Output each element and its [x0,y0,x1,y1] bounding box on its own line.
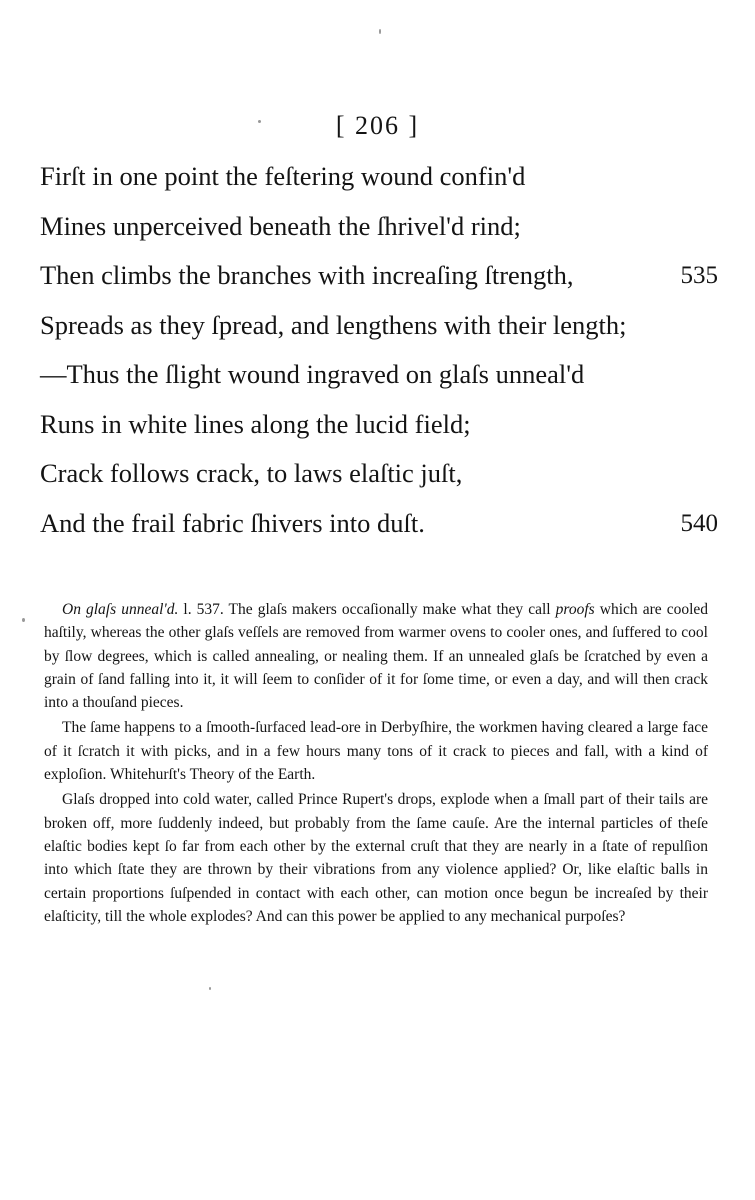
verse-text: Spreads as they ſpread, and lengthens with their length; [40,309,627,340]
footnote-paragraph: Glaſs dropped into cold water, called Prince Rupert's drops, explode when a ſmall part of their tails are broken off, more ſuddenly indeed, but probably from the ſame cauſe. Are the internal particles of theſe elaſtic bodies kept ſo far from each other by the external cruſt that they are nearly in a ſtate of repulſion into which ſtate they are thrown by their vibrations from any violence applied? Or, like elaſtic balls in certain proportions ſuſpended in contact with each other, can motion once begun be increaſed by their elaſticity, till the whole explodes? And can this power be applied to any mechanical purpoſes? [44,791,708,925]
ink-speck [379,29,381,34]
note-text: The glaſs makers occaſionally make what they call [223,601,556,618]
note-text: which are cooled haſtily, whereas the other glaſs veſſels are removed from warmer ovens to cooler ones, and ſuffered to cool by ſlow degrees, which is called annealing, or nealing them. If an unnealed glaſs be ſcratched by even a grain of ſand falling into it, it will ſeem to conſider of it for ſome time, or even a day, and will then crack into a thouſand pieces. [44,601,709,712]
verse-line [40,251,718,301]
line-number: 535 [680,262,718,289]
verse-text: Firſt in one point the feſtering wound confin'd [40,161,526,191]
ink-speck [258,120,261,123]
verse-line [40,202,700,252]
verse-text: And the frail fabric ſhivers into duſt. [40,507,425,538]
note-reference: On glaſs unneal'd. [62,601,179,618]
note-line-reference: l. 537. [178,601,224,618]
footnote-paragraph [44,598,708,714]
verse-text: Then climbs the branches with increaſing ſtrength, [40,260,574,290]
note-italic-word: proofs [555,601,595,618]
verse-text: Crack follows crack, to laws elaſtic juſt, [40,458,463,488]
verse-line [40,350,700,400]
ink-speck [22,618,25,622]
line-number: 540 [680,509,718,537]
ink-speck [209,987,211,990]
poem-stanza [40,152,718,548]
verse-line [40,152,700,202]
verse-line [40,301,700,351]
verse-text: Runs in white lines along the lucid field; [40,408,471,439]
verse-text: —Thus the ſlight wound ingraved on glaſs unneal'd [40,359,585,389]
verse-line [40,499,718,549]
footnote-paragraph: The ſame happens to a ſmooth-ſurfaced lead-ore in Derbyſhire, the workmen having cleared a large face of it ſcratch it with picks, and in a few hours many tons of it crack to pieces and fall, with a kind of exploſion. Whitehurſt's Theory of the Earth. [44,719,708,784]
footnotes [44,598,708,928]
page-number: [ 206 ] [335,111,420,140]
verse-line [40,449,700,499]
verse-line [40,400,700,450]
verse-text: Mines unperceived beneath the ſhrivel'd rind; [40,210,521,241]
